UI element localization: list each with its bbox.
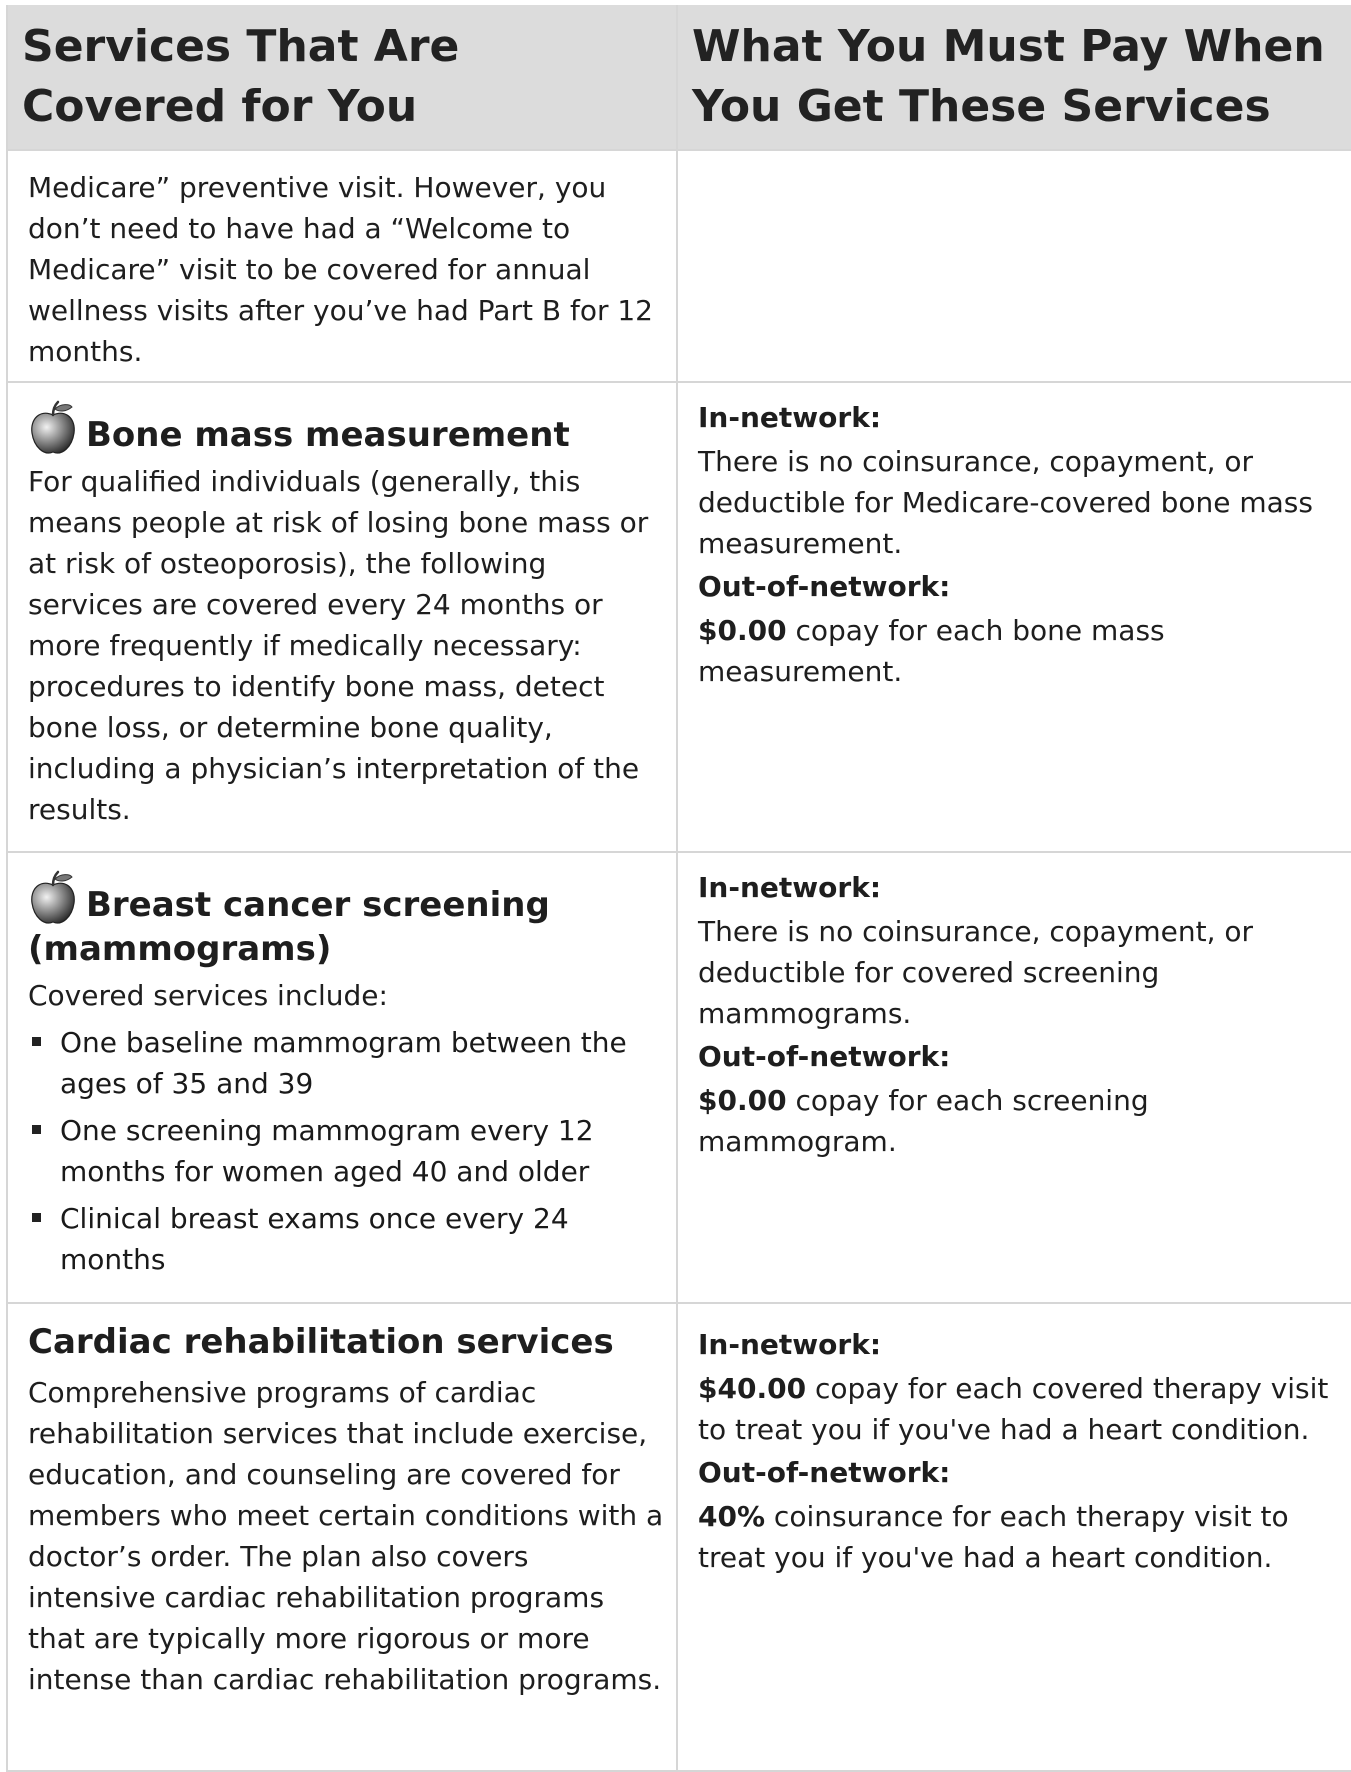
bone-out-text: copay for each bone mass measurement. xyxy=(698,614,1165,688)
bone-mass-description: For qualified individuals (generally, this means people at risk of losing bone mass or at risk of osteoporosis), the following services are covered every 24 months or more frequently if medically necessary: procedures to identify bone mass, detect bone loss, or determine bone quality, including a physician’s interpretation of the results. xyxy=(28,465,649,826)
apple-icon xyxy=(28,869,78,927)
bullet-square-icon xyxy=(32,1037,41,1046)
breast-out-amount: $0.00 xyxy=(698,1084,787,1117)
cardiac-out-network-cost xyxy=(698,1496,1339,1578)
breast-cost-cell xyxy=(677,852,1351,1303)
header-what-you-pay: What You Must Pay When You Get These Services xyxy=(677,5,1351,150)
table-row-breast-cancer xyxy=(7,852,1351,1303)
table-row-bone-mass xyxy=(7,382,1351,852)
bone-mass-cost-cell xyxy=(677,382,1351,852)
cardiac-title xyxy=(28,1320,664,1364)
list-item: One screening mammogram every 12 months for women aged 40 and older xyxy=(28,1110,664,1192)
bone-out-amount: $0.00 xyxy=(698,614,787,647)
cardiac-cost-cell xyxy=(677,1303,1351,1771)
breast-in-network-label: In-network: xyxy=(698,871,882,904)
continuation-text: Medicare” preventive visit. However, you don’t need to have had a “Welcome to Medicare” visit to be covered for annual wellness visits after you’ve had Part B for 12 months. xyxy=(28,171,653,368)
table-header-row xyxy=(7,5,1351,150)
continuation-service-cell xyxy=(7,150,677,382)
bone-in-network-text: There is no coinsurance, copayment, or deductible for Medicare-covered bone mass measurement. xyxy=(698,445,1313,560)
breast-out-network-label: Out-of-network: xyxy=(698,1040,951,1073)
breast-title-line1: Breast cancer screening xyxy=(86,885,550,925)
bone-out-network-cost xyxy=(698,610,1339,692)
cardiac-title-text: Cardiac rehabilitation services xyxy=(28,1322,614,1362)
apple-icon xyxy=(28,399,78,457)
bone-out-network-label: Out-of-network: xyxy=(698,570,951,603)
cardiac-in-text: copay for each covered therapy visit to treat you if you've had a heart condition. xyxy=(698,1372,1329,1446)
header-services-covered: Services That Are Covered for You xyxy=(7,5,677,150)
cardiac-in-network-cost xyxy=(698,1368,1339,1450)
bone-mass-title-text: Bone mass measurement xyxy=(86,415,570,455)
breast-intro: Covered services include: xyxy=(28,979,388,1012)
breast-title-line2: (mammograms) xyxy=(28,929,332,969)
breast-in-network-text: There is no coinsurance, copayment, or deductible for covered screening mammograms. xyxy=(698,915,1254,1030)
bone-mass-service-cell xyxy=(7,382,677,852)
continuation-cost-cell xyxy=(677,150,1351,382)
breast-bullet-list xyxy=(28,1022,664,1280)
bone-in-network-label: In-network: xyxy=(698,401,882,434)
breast-out-network-cost xyxy=(698,1080,1339,1162)
bullet-square-icon xyxy=(32,1213,41,1222)
cardiac-in-amount: $40.00 xyxy=(698,1372,807,1405)
list-item: One baseline mammogram between the ages of 35 and 39 xyxy=(28,1022,664,1104)
breast-title xyxy=(28,869,664,971)
bullet-square-icon xyxy=(32,1125,41,1134)
cardiac-description: Comprehensive programs of cardiac rehabilitation services that include exercise, education, and counseling are covered for members who meet certain conditions with a doctor’s order. The plan also covers intensive cardiac rehabilitation programs that are typically more rigorous or more intense than cardiac rehabilitation programs. xyxy=(28,1376,664,1696)
table-row-continuation xyxy=(7,150,1351,382)
cardiac-in-network-label: In-network: xyxy=(698,1328,882,1361)
breast-service-cell xyxy=(7,852,677,1303)
cardiac-out-text: coinsurance for each therapy visit to treat you if you've had a heart condition. xyxy=(698,1500,1289,1574)
table-row-cardiac-rehab xyxy=(7,1303,1351,1771)
cardiac-service-cell xyxy=(7,1303,677,1771)
benefits-table xyxy=(6,5,1351,1772)
list-item: Clinical breast exams once every 24 months xyxy=(28,1198,664,1280)
cardiac-out-amount: 40% xyxy=(698,1500,766,1533)
cardiac-out-network-label: Out-of-network: xyxy=(698,1456,951,1489)
breast-out-text: copay for each screening mammogram. xyxy=(698,1084,1149,1158)
bone-mass-title xyxy=(28,399,664,457)
